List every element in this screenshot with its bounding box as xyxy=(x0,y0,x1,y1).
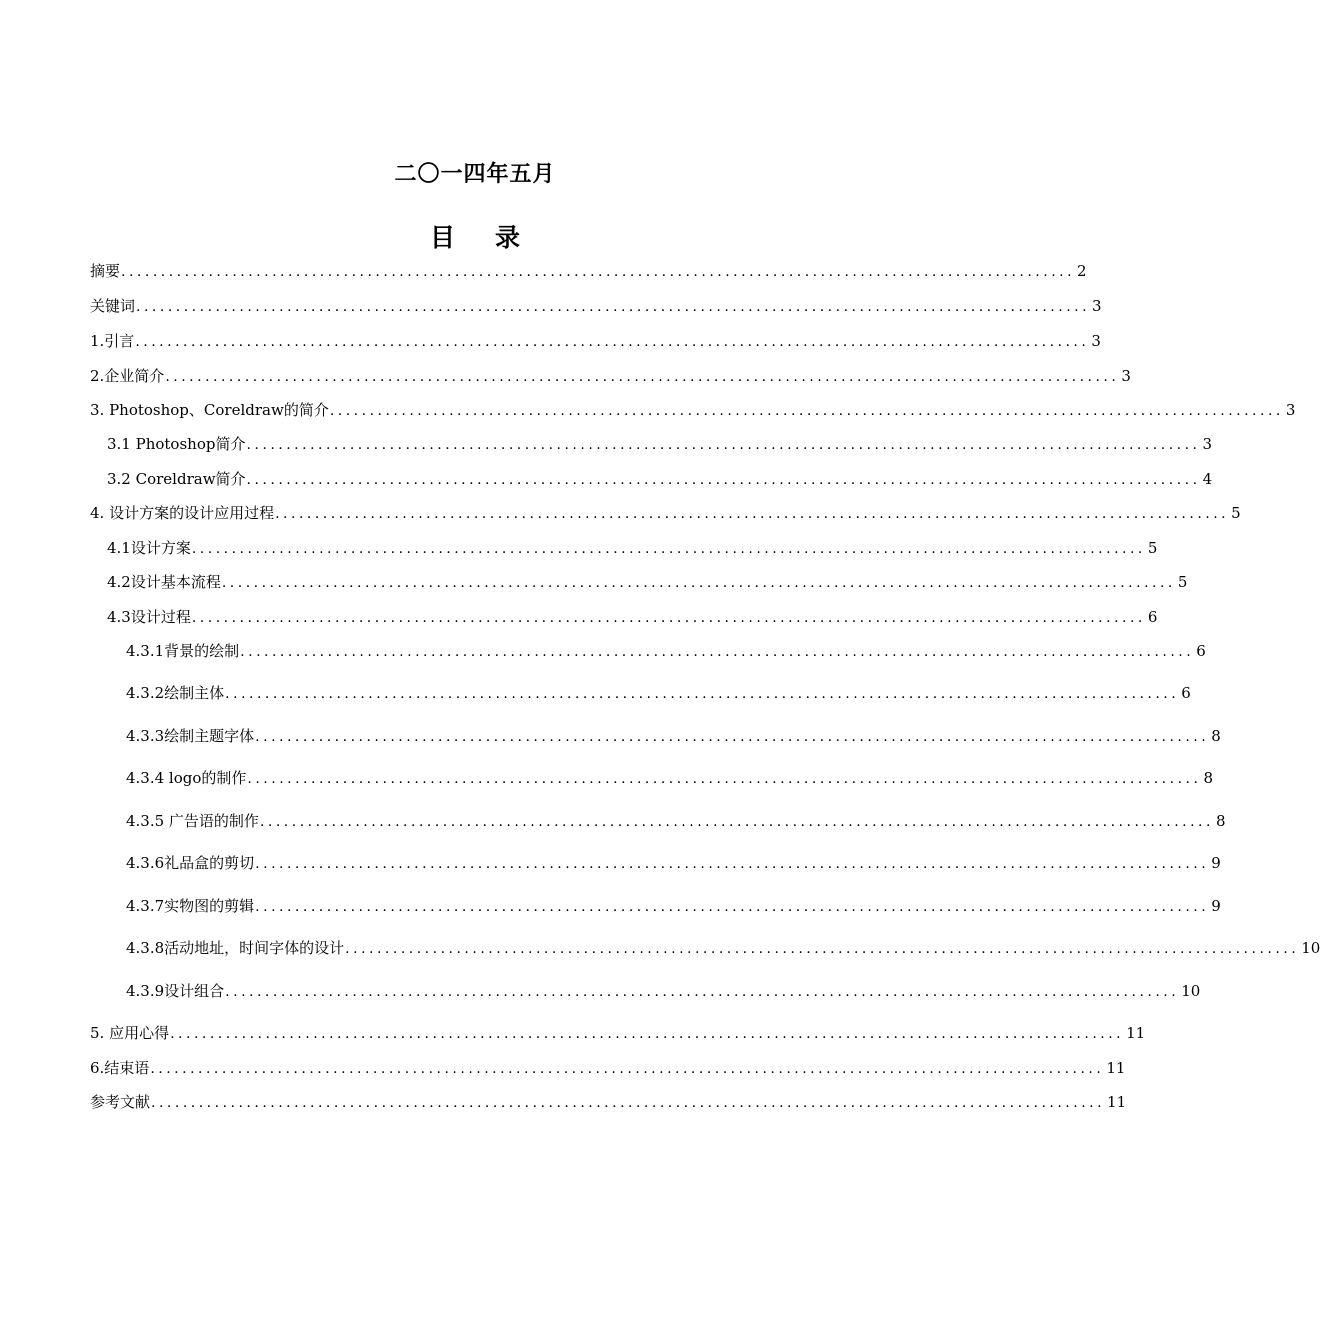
toc-leader-dots: ........................................................................................................................ xyxy=(165,369,1120,385)
toc-entry-label: 3.1 Photoshop简介 xyxy=(107,435,246,453)
toc-entry-page: 4 xyxy=(1202,470,1213,488)
toc-leader-dots: ........................................................................................................................ xyxy=(225,984,1180,1000)
toc-entry-composition[interactable] xyxy=(126,981,1201,1001)
toc-entry-label: 4.3.1背景的绘制 xyxy=(126,642,240,660)
toc-entry-product-image[interactable] xyxy=(126,896,1221,916)
toc-entry-label: 4. 设计方案的设计应用过程 xyxy=(90,504,275,522)
toc-entry-page: 3 xyxy=(1092,297,1102,315)
toc-entry-page: 10 xyxy=(1301,939,1320,957)
toc-entry-label: 2.企业简介 xyxy=(90,367,165,385)
toc-entry-page: 6 xyxy=(1196,642,1206,660)
toc-entry-page: 5 xyxy=(1147,539,1158,557)
toc-leader-dots: ........................................................................................................................ xyxy=(246,472,1201,488)
toc-heading-char-2: 录 xyxy=(495,223,521,252)
toc-entry-page: 6 xyxy=(1181,684,1191,702)
toc-entry-page: 3 xyxy=(1285,401,1296,419)
toc-entry-design-plan[interactable] xyxy=(107,538,1158,558)
toc-entry-label: 参考文献 xyxy=(90,1093,151,1111)
toc-entry-company[interactable] xyxy=(90,366,1131,386)
toc-leader-dots: ........................................................................................................................ xyxy=(121,264,1076,280)
toc-entry-references[interactable] xyxy=(90,1092,1127,1112)
toc-entry-label: 关键词 xyxy=(90,297,136,315)
toc-entry-page: 5 xyxy=(1177,573,1188,591)
toc-entry-photoshop[interactable] xyxy=(107,434,1213,454)
toc-entry-page: 3 xyxy=(1091,332,1101,350)
toc-entry-abstract[interactable] xyxy=(90,261,1087,281)
toc-entry-page: 6 xyxy=(1147,608,1158,626)
toc-entry-main-body[interactable] xyxy=(126,683,1191,703)
toc-entry-label: 5. 应用心得 xyxy=(90,1024,170,1042)
toc-entry-page: 8 xyxy=(1215,812,1226,830)
toc-entry-page: 11 xyxy=(1126,1024,1146,1042)
toc-entry-label: 4.1设计方案 xyxy=(107,539,191,557)
toc-leader-dots: ........................................................................................................................ xyxy=(247,771,1202,787)
toc-entry-label: 4.3.3绘制主题字体 xyxy=(126,727,255,745)
document-date: 二〇一四年五月 xyxy=(394,162,556,187)
toc-entry-page: 8 xyxy=(1211,727,1221,745)
toc-leader-dots: ........................................................................................................................ xyxy=(329,403,1284,419)
toc-entry-label: 1.引言 xyxy=(90,332,135,350)
toc-entry-page: 3 xyxy=(1202,435,1213,453)
toc-leader-dots: ........................................................................................................................ xyxy=(255,856,1210,872)
toc-leader-dots: ........................................................................................................................ xyxy=(240,644,1195,660)
toc-heading-char-1: 目 xyxy=(429,223,455,252)
toc-entry-page: 9 xyxy=(1211,897,1221,915)
toc-entry-logo[interactable] xyxy=(126,768,1213,788)
toc-leader-dots: ........................................................................................................................ xyxy=(259,814,1214,830)
toc-entry-experience[interactable] xyxy=(90,1023,1146,1043)
toc-entry-label: 摘要 xyxy=(90,262,121,280)
toc-entry-page: 10 xyxy=(1181,982,1201,1000)
toc-entry-label: 4.3.7实物图的剪辑 xyxy=(126,897,255,915)
toc-leader-dots: ........................................................................................................................ xyxy=(255,729,1210,745)
toc-leader-dots: ........................................................................................................................ xyxy=(221,575,1176,591)
toc-entry-label: 4.3.8活动地址，时间字体的设计 xyxy=(126,939,345,957)
toc-leader-dots: ........................................................................................................................ xyxy=(170,1026,1125,1042)
toc-entry-basic-flow[interactable] xyxy=(107,572,1188,592)
toc-leader-dots: ........................................................................................................................ xyxy=(275,506,1230,522)
toc-leader-dots: ........................................................................................................................ xyxy=(136,299,1091,315)
toc-leader-dots: ........................................................................................................................ xyxy=(151,1095,1106,1111)
toc-entry-introduction[interactable] xyxy=(90,331,1101,351)
toc-entry-label: 4.3.9设计组合 xyxy=(126,982,225,1000)
toc-entry-page: 11 xyxy=(1106,1059,1126,1077)
toc-entry-keywords[interactable] xyxy=(90,296,1102,316)
toc-entry-event-info[interactable] xyxy=(126,938,1320,958)
toc-leader-dots: ........................................................................................................................ xyxy=(191,610,1146,626)
toc-entry-label: 3.2 Coreldraw简介 xyxy=(107,470,246,488)
toc-entry-label: 4.3设计过程 xyxy=(107,608,191,626)
toc-entry-page: 5 xyxy=(1231,504,1241,522)
toc-entry-gift-box[interactable] xyxy=(126,853,1221,873)
toc-heading xyxy=(0,218,950,254)
toc-entry-label: 6.结束语 xyxy=(90,1059,150,1077)
toc-entry-label: 4.3.2绘制主体 xyxy=(126,684,225,702)
toc-entry-page: 3 xyxy=(1121,367,1131,385)
toc-entry-coreldraw[interactable] xyxy=(107,469,1213,489)
toc-leader-dots: ........................................................................................................................ xyxy=(255,899,1210,915)
toc-leader-dots: ........................................................................................................................ xyxy=(345,941,1300,957)
toc-entry-background[interactable] xyxy=(126,641,1206,661)
toc-entry-label: 4.3.4 logo的制作 xyxy=(126,769,247,787)
toc-entry-page: 9 xyxy=(1211,854,1221,872)
toc-entry-label: 3. Photoshop、Coreldraw的简介 xyxy=(90,401,329,419)
toc-leader-dots: ........................................................................................................................ xyxy=(150,1061,1105,1077)
toc-leader-dots: ........................................................................................................................ xyxy=(191,541,1146,557)
toc-leader-dots: ........................................................................................................................ xyxy=(225,686,1180,702)
toc-entry-design-process[interactable] xyxy=(90,503,1241,523)
toc-entry-page: 2 xyxy=(1077,262,1087,280)
toc-leader-dots: ........................................................................................................................ xyxy=(135,334,1090,350)
toc-entry-label: 4.3.6礼品盒的剪切 xyxy=(126,854,255,872)
toc-entry-software[interactable] xyxy=(90,400,1296,420)
toc-entry-theme-font[interactable] xyxy=(126,726,1221,746)
toc-entry-page: 8 xyxy=(1203,769,1213,787)
toc-entry-conclusion[interactable] xyxy=(90,1058,1126,1078)
toc-entry-label: 4.2设计基本流程 xyxy=(107,573,221,591)
toc-entry-design-steps[interactable] xyxy=(107,607,1158,627)
toc-entry-slogan[interactable] xyxy=(126,811,1226,831)
toc-entry-page: 11 xyxy=(1107,1093,1127,1111)
toc-entry-label: 4.3.5 广告语的制作 xyxy=(126,812,259,830)
toc-leader-dots: ........................................................................................................................ xyxy=(246,437,1201,453)
